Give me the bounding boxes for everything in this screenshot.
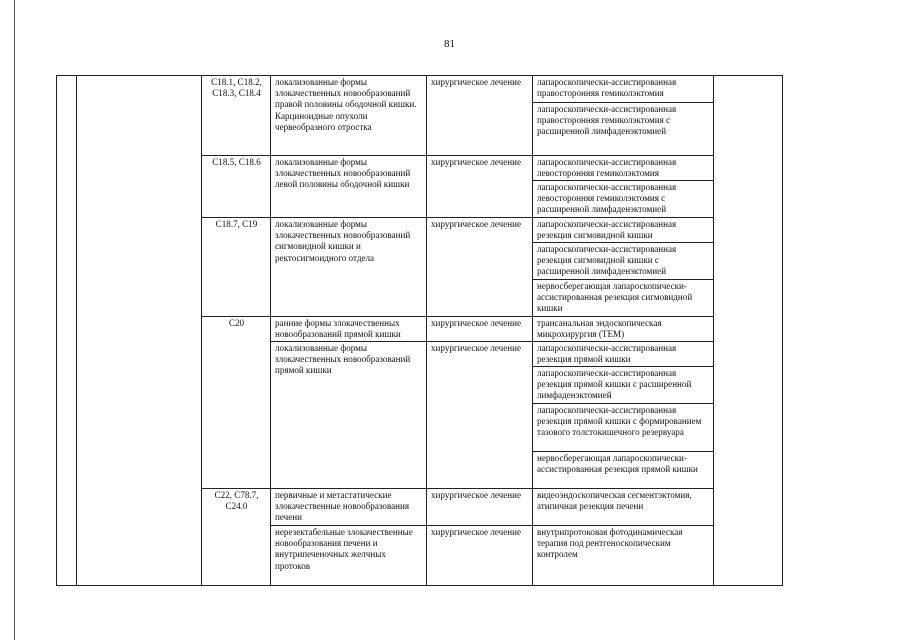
diagnosis-cell: нерезектабельные злокачественные новообразования печени и внутрипеченочных желчных протоков	[271, 526, 427, 586]
icd-code-cell: C18.5, C18.6	[202, 156, 271, 218]
treatment-cell: хирургическое лечение	[427, 156, 533, 218]
method-cell: лапароскопически-ассистированная резекция прямой кишки с формированием тазового толстокишечного резервуара	[533, 404, 714, 452]
method-cell: видеоэндоскопическая сегментэктомия, атипичная резекция печени	[533, 489, 714, 526]
method-cell: нервосберегающая лапароскопически-ассистированная резекция сигмовидной кишки	[533, 280, 714, 317]
method-cell: лапароскопически-ассистированная резекция прямой кишки с расширенной лимфаденэктомией	[533, 367, 714, 404]
method-cell: лапароскопически-ассистированная резекция сигмовидной кишки	[533, 218, 714, 243]
diagnosis-cell: локализованные формы злокачественных новообразований левой половины ободочной кишки	[271, 156, 427, 218]
diagnosis-cell: локализованные формы злокачественных новообразований правой половины ободочной кишки. Карциноидные опухоли червеобразного отростка	[271, 76, 427, 156]
method-cell: лапароскопически-ассистированная левосторонняя гемиколэктомия	[533, 156, 714, 181]
binder-margin-line	[14, 0, 15, 640]
blank-column-7	[714, 76, 783, 586]
method-cell: лапароскопически-ассистированная резекция прямой кишки	[533, 342, 714, 367]
method-cell: лапароскопически-ассистированная правосторонняя гемиколэктомия	[533, 76, 714, 103]
icd-code-cell: C18.1, C18.2, C18.3, C18.4	[202, 76, 271, 156]
treatment-cell: хирургическое лечение	[427, 76, 533, 156]
table-row	[57, 76, 783, 103]
method-cell: лапароскопически-ассистированная резекция сигмовидной кишки с расширенной лимфаденэктомией	[533, 243, 714, 280]
method-cell: лапароскопически-ассистированная левосторонняя гемиколэктомия с расширенной лимфаденэктомией	[533, 181, 714, 218]
icd-code-cell: C20	[202, 317, 271, 489]
method-cell: нервосберегающая лапароскопически-ассистированная резекция прямой кишки	[533, 452, 714, 489]
method-cell: внутрипротоковая фотодинамическая терапия под рентгеноскопическим контролем	[533, 526, 714, 586]
procedures-table	[56, 75, 783, 586]
icd-code-cell: C18.7, C19	[202, 218, 271, 317]
blank-column-2	[77, 76, 202, 586]
treatment-cell: хирургическое лечение	[427, 489, 533, 526]
blank-column-1	[57, 76, 77, 586]
treatment-cell: хирургическое лечение	[427, 218, 533, 317]
treatment-cell: хирургическое лечение	[427, 342, 533, 489]
diagnosis-cell: локализованные формы злокачественных новообразований сигмовидной кишки и ректосигмоидного отдела	[271, 218, 427, 317]
method-cell: трансанальная эндоскопическая микрохирургия (ТЕМ)	[533, 317, 714, 342]
treatment-cell: хирургическое лечение	[427, 317, 533, 342]
method-cell: лапароскопически-ассистированная правосторонняя гемиколэктомия с расширенной лимфаденэктомией	[533, 102, 714, 155]
treatment-cell: хирургическое лечение	[427, 526, 533, 586]
diagnosis-cell: локализованные формы злокачественных новообразований прямой кишки	[271, 342, 427, 489]
icd-code-cell: C22, C78.7, C24.0	[202, 489, 271, 586]
diagnosis-cell: ранние формы злокачественных новообразований прямой кишки	[271, 317, 427, 342]
diagnosis-cell: первичные и метастатические злокачественные новообразования печени	[271, 489, 427, 526]
page-number: 81	[444, 38, 455, 50]
